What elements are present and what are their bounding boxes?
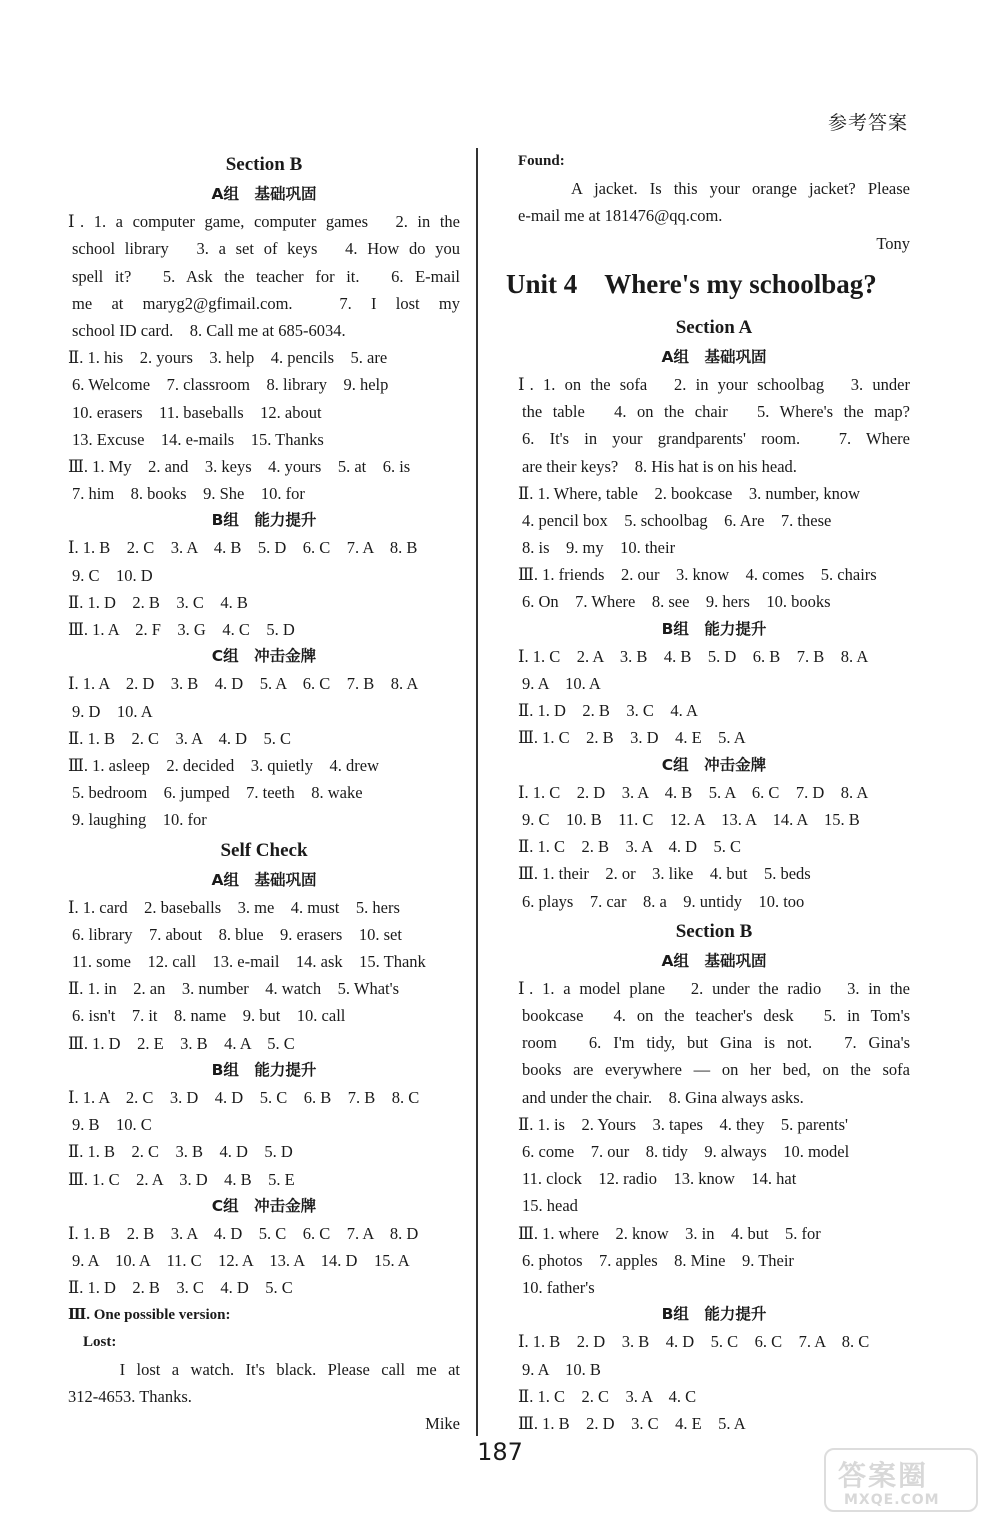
answer-line: Ⅱ. 1. in 2. an 3. number 4. watch 5. What's	[68, 979, 399, 999]
answer-line: Ⅱ. 1. is 2. Yours 3. tapes 4. they 5. parents'	[518, 1114, 848, 1134]
answer-line: Ⅲ. 1. their 2. or 3. like 4. but 5. beds	[518, 864, 811, 884]
answer-line: Ⅱ. 1. D 2. B 3. C 4. D 5. C	[68, 1278, 293, 1298]
group: A组 基础巩固	[661, 347, 767, 366]
answer-line: the table 4. on the chair 5. Where's the map?	[522, 402, 910, 422]
answer-line: Ⅰ. 1. a computer game, computer games 2. in the	[68, 212, 460, 232]
group: A组 基础巩固	[661, 951, 767, 970]
answer-line: 9. D 10. A	[72, 701, 153, 721]
answer-line: 9. C 10. B 11. C 12. A 13. A 14. A 15. B	[522, 809, 860, 829]
answer-line: me at maryg2@gfimail.com. 7. I lost my	[72, 293, 460, 313]
answer-line: Ⅱ. 1. D 2. B 3. C 4. A	[518, 701, 698, 721]
group: B组 能力提升	[661, 1305, 767, 1324]
column-divider	[476, 148, 478, 1436]
answer-line: Ⅲ. 1. friends 2. our 3. know 4. comes 5. chairs	[518, 565, 877, 585]
answer-line: spell it? 5. Ask the teacher for it. 6. E-mail	[72, 266, 460, 286]
group: C组 冲击金牌	[211, 647, 317, 666]
answer-line: 15. head	[522, 1196, 578, 1216]
answer-line: Ⅲ. 1. My 2. and 3. keys 4. yours 5. at 6. is	[68, 456, 411, 476]
answer-line: Tony	[876, 233, 910, 253]
answer-line: bookcase 4. on the teacher's desk 5. in Tom's	[522, 1006, 910, 1026]
answer-line: Mike	[425, 1414, 460, 1434]
watermark-logo	[824, 1448, 978, 1512]
watermark-text-bottom: MXQE.COM	[844, 1492, 940, 1508]
sec-title: Section B	[225, 154, 303, 175]
answer-line: Ⅲ. 1. C 2. B 3. D 4. E 5. A	[518, 728, 746, 748]
answer-line: Ⅰ. 1. C 2. D 3. A 4. B 5. A 6. C 7. D 8. A	[518, 782, 869, 802]
answer-line: 9. B 10. C	[72, 1115, 152, 1135]
answer-line: 6. On 7. Where 8. see 9. hers 10. books	[522, 592, 831, 612]
answer-line: Ⅲ. 1. D 2. E 3. B 4. A 5. C	[68, 1033, 295, 1053]
answer-line: Ⅱ. 1. B 2. C 3. B 4. D 5. D	[68, 1142, 293, 1162]
answer-line: Ⅲ. 1. where 2. know 3. in 4. but 5. for	[518, 1223, 821, 1243]
answer-line: 6. come 7. our 8. tidy 9. always 10. model	[522, 1142, 850, 1161]
answer-line: Ⅱ. 1. Where, table 2. bookcase 3. number, know	[518, 483, 860, 503]
answer-line: Ⅱ. 1. D 2. B 3. C 4. B	[68, 592, 248, 612]
answer-line: Ⅰ. 1. card 2. baseballs 3. me 4. must 5. hers	[68, 897, 400, 917]
answer-line: 11. some 12. call 13. e-mail 14. ask 15. Thank	[72, 952, 426, 972]
sec-title: Self Check	[220, 839, 308, 861]
unit-title: Unit 4 Where's my schoolbag?	[506, 268, 877, 299]
sec-title: Section A	[675, 316, 753, 338]
answer-line: room 6. I'm tidy, but Gina is not. 7. Gina's	[522, 1033, 910, 1053]
sub-label: Found:	[518, 153, 565, 169]
group: B组 能力提升	[661, 619, 767, 638]
answer-line: 11. clock 12. radio 13. know 14. hat	[522, 1169, 797, 1189]
sec-title: Section B	[675, 920, 753, 942]
answer-line: Ⅲ. 1. asleep 2. decided 3. quietly 4. drew	[68, 755, 380, 775]
group: B组 能力提升	[211, 511, 317, 530]
answer-line: 312-4653. Thanks.	[68, 1387, 192, 1407]
answer-line: Ⅱ. 1. C 2. C 3. A 4. C	[518, 1386, 697, 1406]
answer-line: 13. Excuse 14. e-mails 15. Thanks	[72, 429, 324, 449]
group: A组 基础巩固	[211, 870, 317, 889]
answer-line: Ⅰ. 1. A 2. C 3. D 4. D 5. C 6. B 7. B 8. C	[68, 1088, 420, 1107]
answer-line: 7. him 8. books 9. She 10. for	[72, 484, 305, 504]
watermark-text-top: 答案圈	[838, 1459, 929, 1492]
answer-line: 5. bedroom 6. jumped 7. teeth 8. wake	[72, 783, 363, 803]
answer-line: Ⅰ. 1. B 2. C 3. A 4. B 5. D 6. C 7. A 8. B	[68, 538, 418, 558]
answer-line: Ⅰ. 1. A 2. D 3. B 4. D 5. A 6. C 7. B 8. A	[68, 674, 419, 694]
answer-line: A jacket. Is this your orange jacket? Please	[522, 179, 910, 199]
answer-line: Ⅰ. 1. B 2. D 3. B 4. D 5. C 6. C 7. A 8. C	[518, 1332, 870, 1352]
answer-line: 9. A 10. A	[522, 674, 601, 693]
answer-line: school library 3. a set of keys 4. How do you	[72, 239, 460, 259]
sub-label: Lost:	[68, 1333, 117, 1350]
answer-line: I lost a watch. It's black. Please call me at	[72, 1359, 460, 1379]
group: B组 能力提升	[211, 1060, 317, 1079]
answer-line: books are everywhere — on her bed, on the sofa	[522, 1060, 910, 1080]
page-number: 187	[477, 1438, 523, 1466]
answer-line: e-mail me at 181476@qq.com.	[518, 206, 723, 226]
answer-line: and under the chair. 8. Gina always asks.	[522, 1087, 804, 1107]
answer-line: 6. plays 7. car 8. a 9. untidy 10. too	[522, 891, 805, 911]
answer-line: 10. father's	[522, 1277, 595, 1297]
answer-line: Ⅱ. 1. his 2. yours 3. help 4. pencils 5. are	[68, 348, 388, 368]
answer-line: school ID card. 8. Call me at 685-6034.	[72, 320, 346, 340]
answer-line: 6. It's in your grandparents' room. 7. Where	[522, 429, 910, 449]
group: C组 冲击金牌	[661, 755, 767, 774]
sub-label: Ⅲ. One possible version:	[68, 1306, 231, 1323]
answer-line: Ⅰ. 1. C 2. A 3. B 4. B 5. D 6. B 7. B 8. A	[518, 646, 869, 666]
answer-line: 9. laughing 10. for	[72, 810, 207, 830]
answer-line: 9. A 10. B	[522, 1359, 601, 1379]
answer-line: Ⅰ. 1. on the sofa 2. in your schoolbag 3. under	[518, 374, 910, 394]
answer-line: 4. pencil box 5. schoolbag 6. Are 7. these	[522, 510, 832, 530]
answer-line: Ⅱ. 1. C 2. B 3. A 4. D 5. C	[518, 837, 741, 857]
answer-line: 9. A 10. A 11. C 12. A 13. A 14. D 15. A	[72, 1251, 410, 1271]
answer-line: Ⅰ. 1. B 2. B 3. A 4. D 5. C 6. C 7. A 8. D	[68, 1223, 419, 1243]
group: C组 冲击金牌	[211, 1196, 317, 1215]
left-column	[68, 148, 460, 1437]
answer-line: 6. library 7. about 8. blue 9. erasers 10. set	[72, 924, 402, 944]
answer-line: 6. Welcome 7. classroom 8. library 9. help	[72, 375, 389, 395]
answer-line: are their keys? 8. His hat is on his head.	[522, 456, 797, 476]
answer-line: Ⅲ. 1. A 2. F 3. G 4. C 5. D	[68, 620, 295, 639]
group: A组 基础巩固	[211, 185, 317, 203]
answer-line: 9. C 10. D	[72, 565, 153, 585]
answer-line: Ⅲ. 1. B 2. D 3. C 4. E 5. A	[518, 1413, 746, 1433]
page-header-title: 参考答案	[827, 112, 908, 134]
answer-line: Ⅱ. 1. B 2. C 3. A 4. D 5. C	[68, 728, 291, 748]
answer-line: 6. photos 7. apples 8. Mine 9. Their	[522, 1250, 794, 1270]
answer-line: 10. erasers 11. baseballs 12. about	[72, 402, 322, 422]
answer-line: 6. isn't 7. it 8. name 9. but 10. call	[72, 1006, 346, 1026]
answer-line: Ⅰ. 1. a model plane 2. under the radio 3. in the	[518, 978, 910, 998]
answer-line: 8. is 9. my 10. their	[522, 538, 676, 558]
right-column	[506, 148, 910, 1437]
answer-line: Ⅲ. 1. C 2. A 3. D 4. B 5. E	[68, 1169, 295, 1189]
